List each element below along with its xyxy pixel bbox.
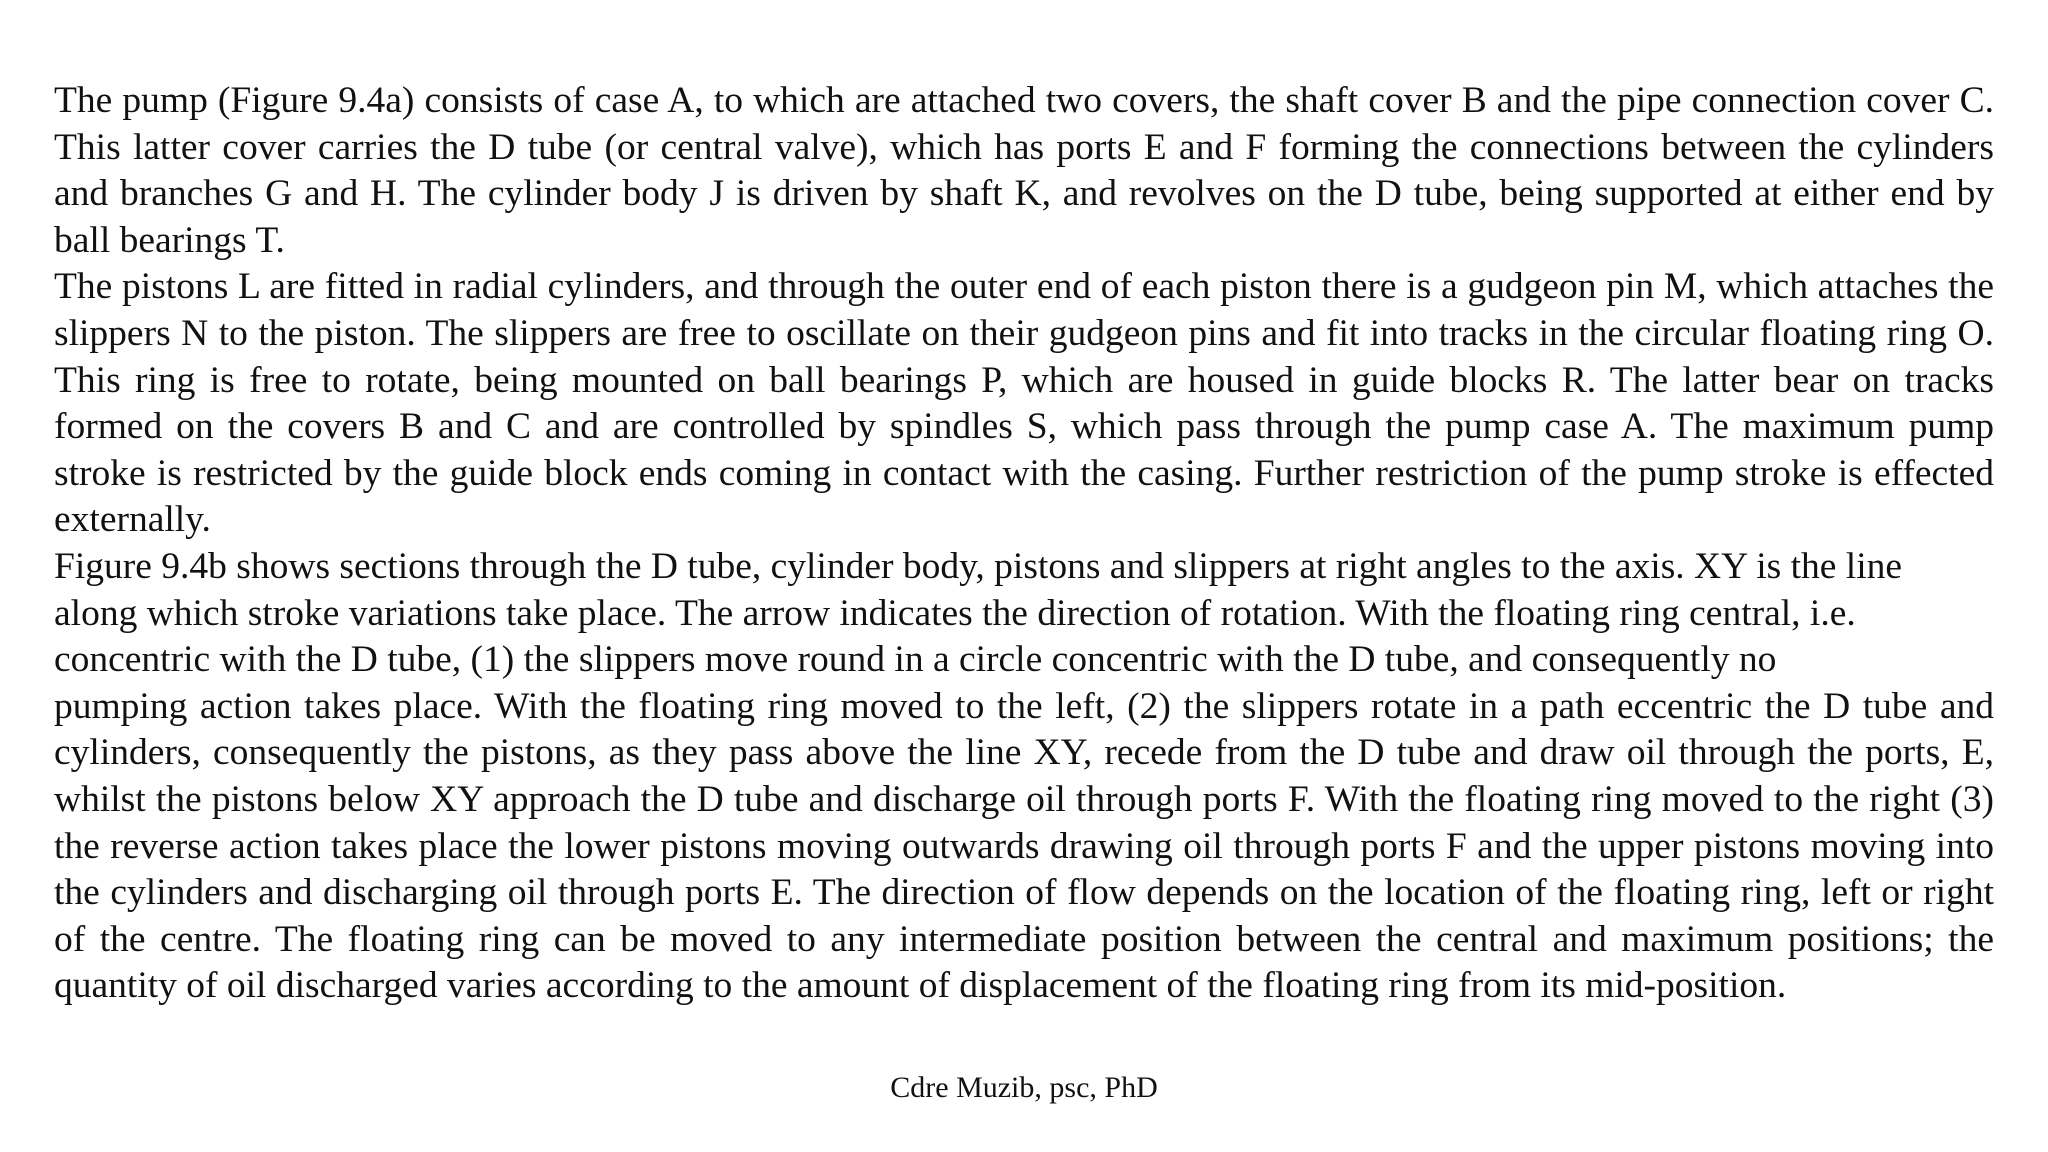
footer-author: Cdre Muzib, psc, PhD <box>890 1071 1158 1104</box>
paragraph-figure-description: Figure 9.4b shows sections through the D tube, cylinder body, pistons and slippers at right angles to the axis. XY is the line along which stroke variations take place. The arrow indicates the direction of rotation. With the floating ring central, i.e. concentric with the D tube, (1) the slippers move round in a circle concentric with the D tube, and consequently no <box>54 545 1903 681</box>
paragraph-pump-construction: The pump (Figure 9.4a) consists of case A, to which are attached two covers, the shaft cover B and the pipe connection cover C. This latter cover carries the D tube (or central valve), which has ports E and F forming the connections between the cylinders and branches G and H. The cylinder body J is driven by shaft K, and revolves on the D tube, being supported at either end by ball bearings T. <box>54 80 1994 261</box>
body-text <box>54 78 1994 1010</box>
paragraph-pistons-slippers: The pistons L are fitted in radial cylinders, and through the outer end of each piston there is a gudgeon pin M, which attaches the slippers N to the piston. The slippers are free to oscillate on their gudgeon pins and fit into tracks in the circular floating ring O. This ring is free to rotate, being mounted on ball bearings P, which are housed in guide blocks R. The latter bear on tracks formed on the covers B and C and are controlled by spindles S, which pass through the pump case A. The maximum pump stroke is restricted by the guide block ends coming in contact with the casing. Further restriction of the pump stroke is effected externally. <box>54 266 1994 541</box>
paragraph-pumping-action: pumping action takes place. With the floating ring moved to the left, (2) the slippers rotate in a path eccentric the D tube and cylinders, consequently the pistons, as they pass above the line XY, recede from the D tube and draw oil through the ports, E, whilst the pistons below XY approach the D tube and discharge oil through ports F. With the floating ring moved to the right (3) the reverse action takes place the lower pistons moving outwards drawing oil through ports F and the upper pistons moving into the cylinders and discharging oil through ports E. The direction of flow depends on the location of the floating ring, left or right of the centre. The floating ring can be moved to any intermediate position between the central and maximum positions; the quantity of oil discharged varies according to the amount of displacement of the floating ring from its mid-position. <box>54 685 1994 1007</box>
